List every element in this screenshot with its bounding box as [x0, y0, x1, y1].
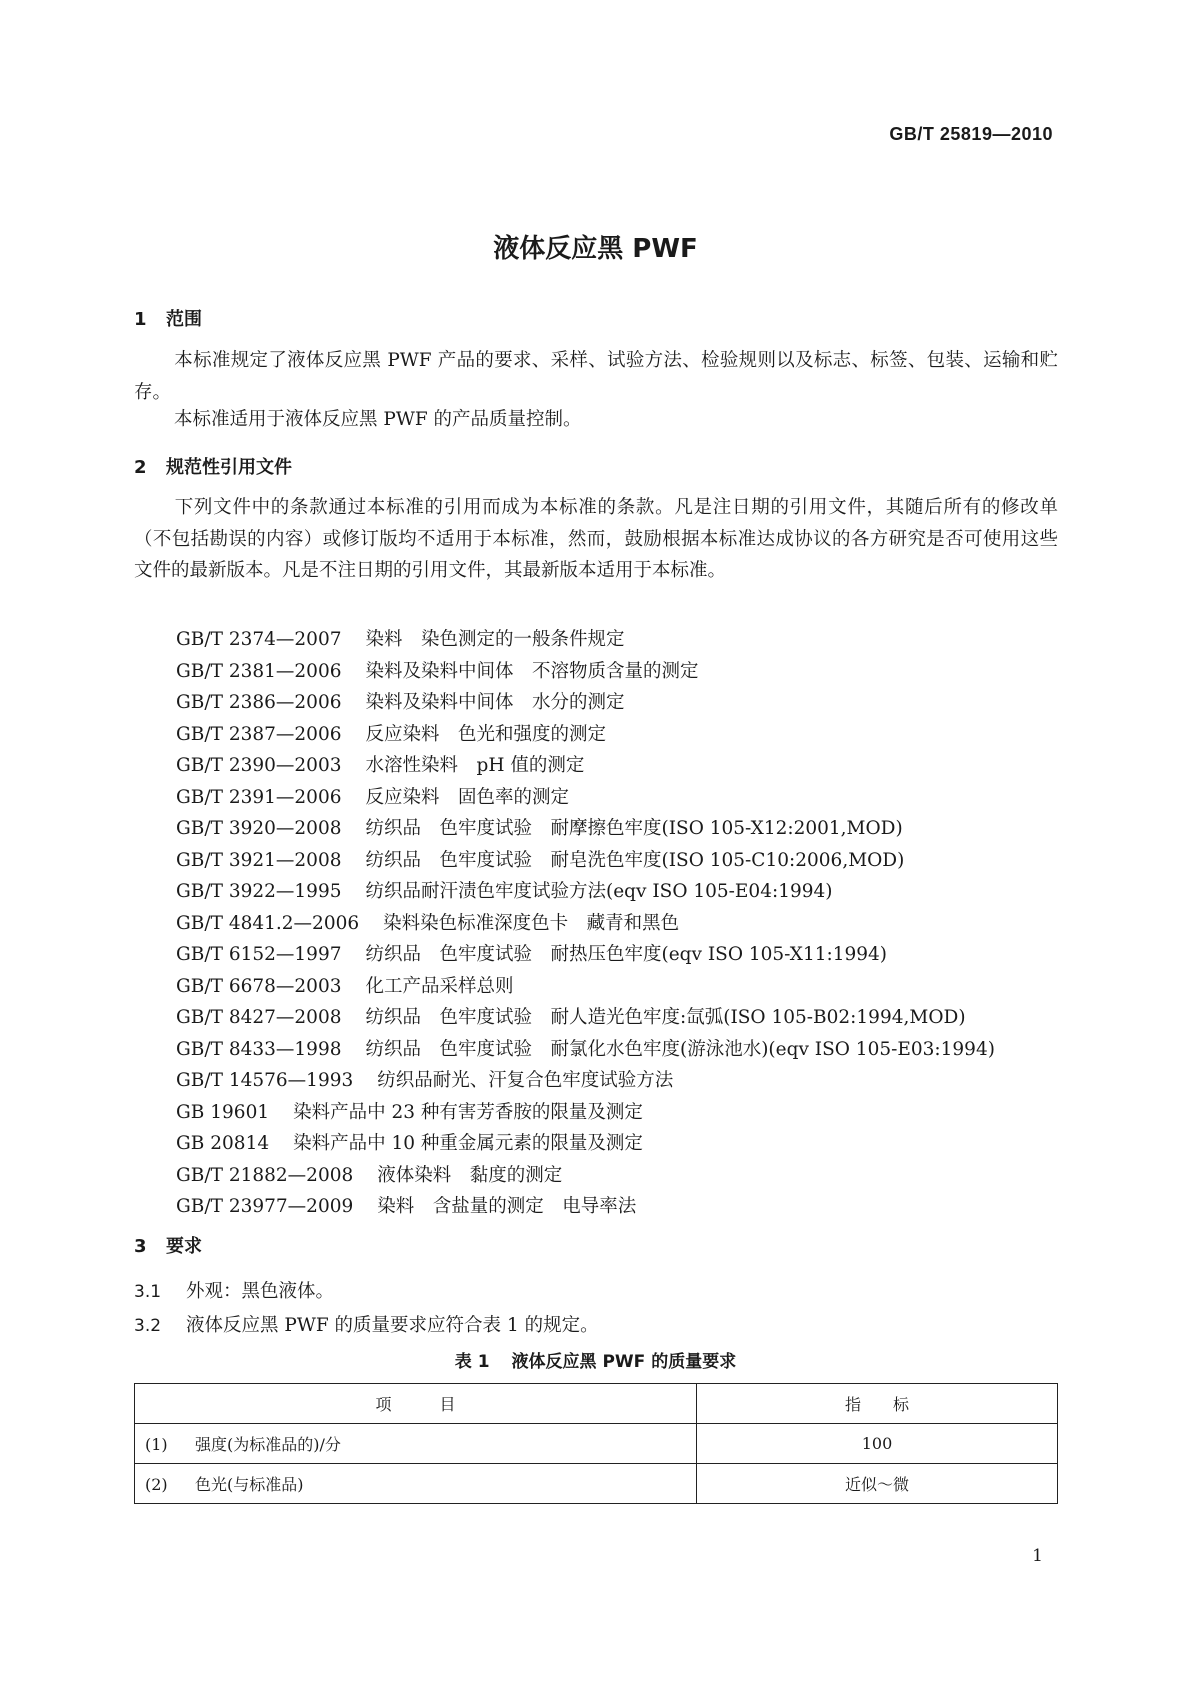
reference-item: [176, 687, 995, 719]
row-index: (2): [145, 1475, 168, 1494]
section-1-paragraph-1: [134, 345, 1058, 408]
reference-code: GB/T 6678—2003: [176, 975, 342, 997]
reference-item: [176, 1097, 995, 1129]
clause-number: 3.1: [134, 1282, 162, 1302]
reference-title: 纺织品 色牢度试验 耐摩擦色牢度(ISO 105-X12:2001,MOD): [365, 818, 903, 839]
table-row: [135, 1464, 1058, 1504]
clause-3-1: [134, 1277, 334, 1303]
reference-title: 反应染料 色光和强度的测定: [365, 723, 607, 745]
normative-references-list: [176, 624, 995, 1223]
value-cell: 近似～微: [697, 1464, 1058, 1504]
section-number: 2: [134, 457, 147, 478]
clause-text: 液体反应黑 PWF 的质量要求应符合表 1 的规定。: [186, 1315, 599, 1336]
reference-code: GB/T 3922—1995: [176, 881, 342, 902]
reference-title: 染料及染料中间体 不溶物质含量的测定: [365, 660, 699, 682]
reference-code: GB/T 21882—2008: [176, 1164, 354, 1186]
section-number: 3: [134, 1236, 147, 1257]
header-item: 项 目: [135, 1384, 697, 1424]
reference-item: [176, 971, 995, 1003]
reference-item: [176, 939, 995, 971]
reference-item: [176, 750, 995, 782]
reference-title: 纺织品 色牢度试验 耐皂洗色牢度(ISO 105-C10:2006,MOD): [365, 849, 905, 871]
reference-title: 纺织品耐光、汗复合色牢度试验方法: [377, 1070, 674, 1091]
reference-title: 纺织品 色牢度试验 耐氯化水色牢度(游泳池水)(eqv ISO 105-E03:1994): [365, 1038, 995, 1060]
reference-title: 染料产品中 23 种有害芳香胺的限量及测定: [293, 1101, 643, 1123]
reference-title: 染料 含盐量的测定 电导率法: [377, 1196, 637, 1217]
reference-code: GB/T 2381—2006: [176, 660, 342, 682]
reference-item: [176, 1160, 995, 1192]
document-title: 液体反应黑 PWF: [493, 234, 698, 264]
reference-item: [176, 1002, 995, 1034]
row-index: (1): [145, 1435, 168, 1454]
reference-item: [176, 813, 995, 845]
reference-code: GB/T 8433—1998: [176, 1038, 342, 1060]
table-header-row: [135, 1384, 1058, 1424]
item-cell: [135, 1424, 697, 1464]
reference-title: 化工产品采样总则: [365, 975, 514, 997]
reference-code: GB/T 2387—2006: [176, 723, 342, 745]
reference-item: [176, 1191, 995, 1223]
clause-number: 3.2: [134, 1316, 162, 1336]
reference-title: 水溶性染料 pH 值的测定: [365, 755, 585, 776]
section-3-heading: [134, 1232, 202, 1258]
reference-item: [176, 1128, 995, 1160]
reference-code: GB/T 8427—2008: [176, 1007, 342, 1028]
section-title: 范围: [166, 309, 202, 330]
quality-requirements-table: [134, 1383, 1058, 1504]
reference-item: [176, 876, 995, 908]
clause-3-2: [134, 1311, 599, 1337]
paragraph-text: 本标准规定了液体反应黑 PWF 产品的要求、采样、试验方法、检验规则以及标志、标签、包装、运输和贮存。: [134, 350, 1058, 403]
standard-code-header: GB/T 25819—2010: [889, 124, 1053, 144]
reference-item: [176, 1065, 995, 1097]
reference-code: GB/T 2386—2006: [176, 692, 342, 713]
table-caption-label: 表 1: [454, 1352, 490, 1372]
table-caption: [0, 1347, 1191, 1372]
section-number: 1: [134, 309, 147, 330]
reference-code: GB 20814: [176, 1133, 270, 1154]
reference-item: [176, 782, 995, 814]
section-title: 要求: [166, 1236, 202, 1257]
reference-item: [176, 1034, 995, 1066]
reference-title: 染料染色标准深度色卡 藏青和黑色: [383, 912, 680, 934]
reference-item: [176, 624, 995, 656]
reference-item: [176, 719, 995, 751]
reference-code: GB/T 3920—2008: [176, 818, 342, 839]
table-row: [135, 1424, 1058, 1464]
reference-title: 纺织品 色牢度试验 耐人造光色牢度:氙弧(ISO 105-B02:1994,MOD): [365, 1007, 966, 1028]
value-cell: 100: [697, 1424, 1058, 1464]
item-cell: [135, 1464, 697, 1504]
reference-item: [176, 908, 995, 940]
clause-text: 外观：黑色液体。: [186, 1281, 335, 1302]
reference-title: 液体染料 黏度的测定: [377, 1164, 563, 1186]
reference-code: GB 19601: [176, 1101, 270, 1123]
reference-item: [176, 845, 995, 877]
reference-code: GB/T 3921—2008: [176, 849, 342, 871]
reference-code: GB/T 2374—2007: [176, 629, 342, 650]
reference-code: GB/T 2390—2003: [176, 755, 342, 776]
reference-code: GB/T 23977—2009: [176, 1196, 354, 1217]
reference-item: [176, 656, 995, 688]
row-item: 色光(与标准品): [195, 1475, 304, 1494]
section-1-paragraph-2: [134, 404, 1058, 436]
reference-code: GB/T 2391—2006: [176, 786, 342, 808]
reference-code: GB/T 14576—1993: [176, 1070, 354, 1091]
reference-title: 纺织品 色牢度试验 耐热压色牢度(eqv ISO 105-X11:1994): [365, 944, 888, 965]
section-1-heading: [134, 305, 202, 331]
paragraph-text: 本标准适用于液体反应黑 PWF 的产品质量控制。: [174, 409, 582, 430]
reference-title: 反应染料 固色率的测定: [365, 786, 570, 808]
section-2-heading: [134, 453, 292, 479]
reference-code: GB/T 6152—1997: [176, 944, 342, 965]
section-2-paragraph: [134, 492, 1058, 587]
reference-title: 染料 染色测定的一般条件规定: [365, 629, 625, 650]
row-item: 强度(为标准品的)/分: [195, 1435, 341, 1454]
header-value: 指 标: [697, 1384, 1058, 1424]
reference-title: 染料产品中 10 种重金属元素的限量及测定: [293, 1133, 643, 1154]
page-number: 1: [1032, 1546, 1043, 1566]
reference-code: GB/T 4841.2—2006: [176, 912, 360, 934]
paragraph-text: 下列文件中的条款通过本标准的引用而成为本标准的条款。凡是注日期的引用文件，其随后所有的修改单（不包括勘误的内容）或修订版均不适用于本标准，然而，鼓励根据本标准达成协议的各方研究是否可使用这些文件的最新版本。凡是不注日期的引用文件，其最新版本适用于本标准。: [134, 497, 1058, 581]
reference-title: 纺织品耐汗渍色牢度试验方法(eqv ISO 105-E04:1994): [365, 881, 833, 902]
section-title: 规范性引用文件: [166, 457, 292, 478]
table-caption-title: 液体反应黑 PWF 的质量要求: [511, 1352, 737, 1372]
reference-title: 染料及染料中间体 水分的测定: [365, 692, 625, 713]
